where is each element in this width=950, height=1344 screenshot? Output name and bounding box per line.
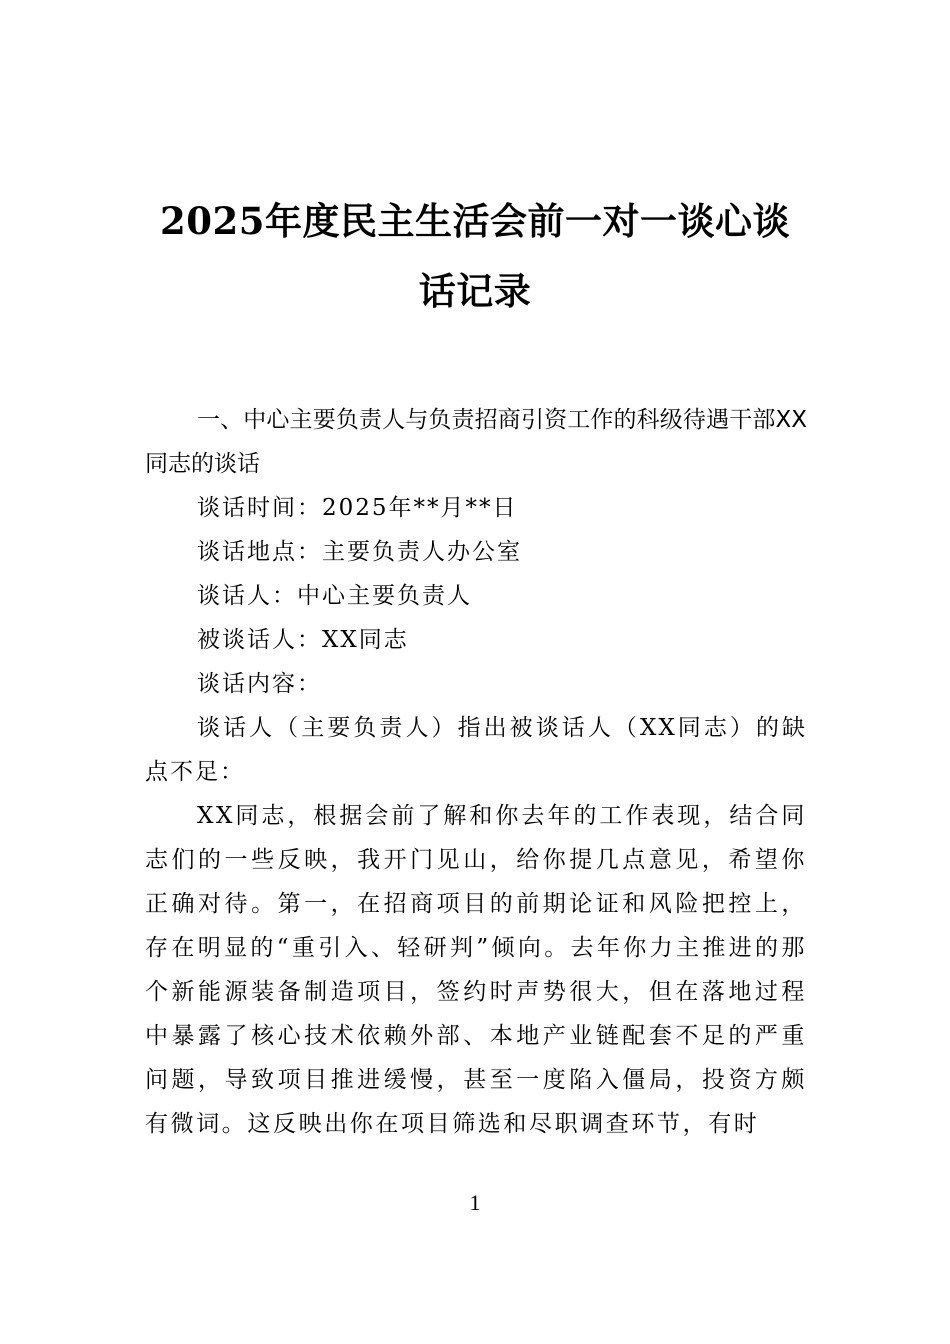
document-body — [145, 398, 807, 1146]
talk-speaker: 谈话人：中心主要负责人 — [197, 583, 472, 609]
talk-time: 谈话时间：2025年**月**日 — [197, 495, 518, 521]
page-number: 1 — [469, 1190, 481, 1215]
document-title: 2025年度民主生活会前一对一谈心谈话记录 — [160, 199, 790, 313]
talk-place: 谈话地点：主要负责人办公室 — [197, 539, 522, 565]
section-heading: 一、中心主要负责人与负责招商引资工作的科级待遇干部XX同志的谈话 — [145, 407, 807, 477]
talk-content-label: 谈话内容： — [197, 671, 322, 697]
body-paragraph: XX同志，根据会前了解和你去年的工作表现，结合同志们的一些反映，我开门见山，给你提几点意见，希望你正确对待。第一，在招商项目的前期论证和风险把控上，存在明显的“重引入、轻研判”倾向。去年你力主推进的那个新能源装备制造项目，签约时声势很大，但在落地过程中暴露了核心技术依赖外部、本地产业链配套不足的严重问题，导致项目推进缓慢，甚至一度陷入僵局，投资方颇有微词。这反映出你在项目筛选和尽职调查环节，有时 — [145, 803, 807, 1137]
talk-listener: 被谈话人：XX同志 — [197, 627, 409, 653]
intro-paragraph: 谈话人（主要负责人）指出被谈话人（XX同志）的缺点不足： — [145, 715, 807, 785]
